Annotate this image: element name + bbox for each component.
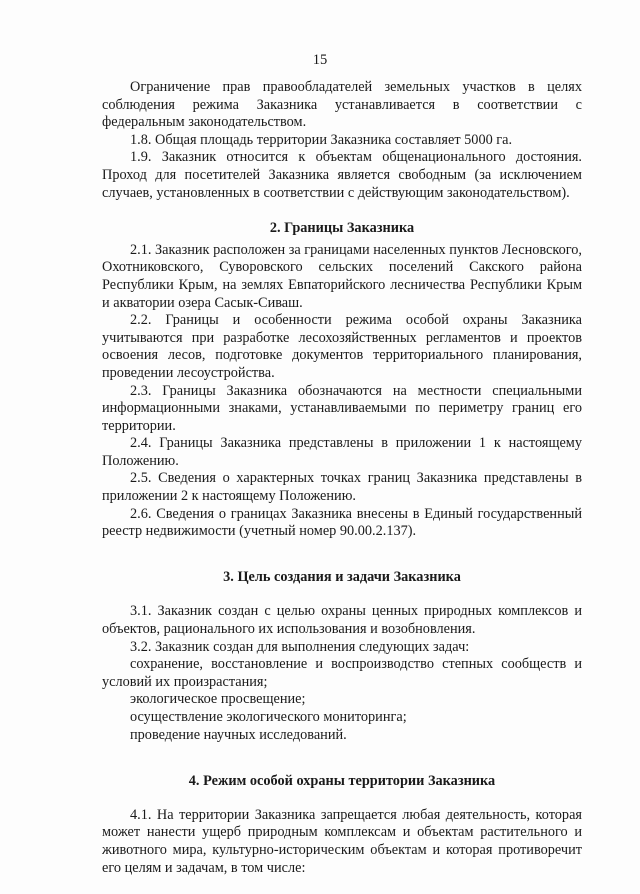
paragraph-3-2: 3.2. Заказник создан для выполнения следующих задач: — [130, 638, 470, 655]
section-heading-regime: 4. Режим особой охраны территории Заказника — [188, 773, 496, 790]
paragraph-2-3: 2.3. Границы Заказника обозначаются на местности специальными информационными знаками, устанавливаемыми по периметру границ его территории. — [102, 382, 582, 434]
list-item: осуществление экологического мониторинга; — [130, 709, 407, 725]
list-item: экологическое просвещение; — [130, 691, 306, 708]
paragraph-4-1: 4.1. На территории Заказника запрещается любая деятельность, которая может нанести ущерб природным комплексам и объектам растительного и животного мира, культурно-историческим объектам и которая противоречит его целям и задачам, в том числе: — [102, 806, 582, 876]
section-heading-borders: 2. Границы Заказника — [269, 220, 415, 237]
list-item: проведение научных исследований. — [130, 726, 347, 743]
paragraph-1-9: 1.9. Заказник относится к объектам общенационального достояния. Проход для посетителей Заказника является свободным (за исключением случаев, установленных в соответствии с действующим законодательством). — [102, 149, 582, 201]
paragraph-2-5: 2.5. Сведения о характерных точках границ Заказника представлены в приложении 2 к настоящему Положению. — [102, 470, 582, 505]
paragraph-2-4: 2.4. Границы Заказника представлены в приложении 1 к настоящему Положению. — [102, 435, 582, 469]
paragraph-2-6: 2.6. Сведения о границах Заказника внесены в Единый государственный реестр недвижимости (учетный номер 90.00.2.137). — [102, 505, 582, 540]
page-number: 15 — [312, 52, 328, 68]
paragraph-restriction: Ограничение прав правообладателей земельных участков в целях соблюдения режима Заказника устанавливается в соответствии с федеральным законодательством. — [102, 79, 582, 131]
document-body — [102, 79, 582, 877]
list-item: сохранение, восстановление и воспроизводство степных сообществ и условий их произрастания; — [102, 656, 582, 690]
paragraph-1-8: 1.8. Общая площадь территории Заказника составляет 5000 га. — [130, 131, 513, 148]
paragraph-3-1: 3.1. Заказник создан с целью охраны ценных природных комплексов и объектов, рационального их использования и возобновления. — [102, 603, 582, 638]
paragraph-2-2: 2.2. Границы и особенности режима особой охраны Заказника учитываются при разработке лесохозяйственных регламентов и проектов освоения лесов, подготовке документов территориального планирования, проведении лесоустройства. — [102, 312, 582, 381]
paragraph-2-1: 2.1. Заказник расположен за границами населенных пунктов Лесновского, Охотниковского, Суворовского сельских поселений Сакского района Республики Крым, на землях Евпаторийского лесничества Республики Крым и акватории озера Сасык-Сиваш. — [102, 241, 582, 311]
section-heading-goals: 3. Цель создания и задачи Заказника — [223, 568, 461, 585]
